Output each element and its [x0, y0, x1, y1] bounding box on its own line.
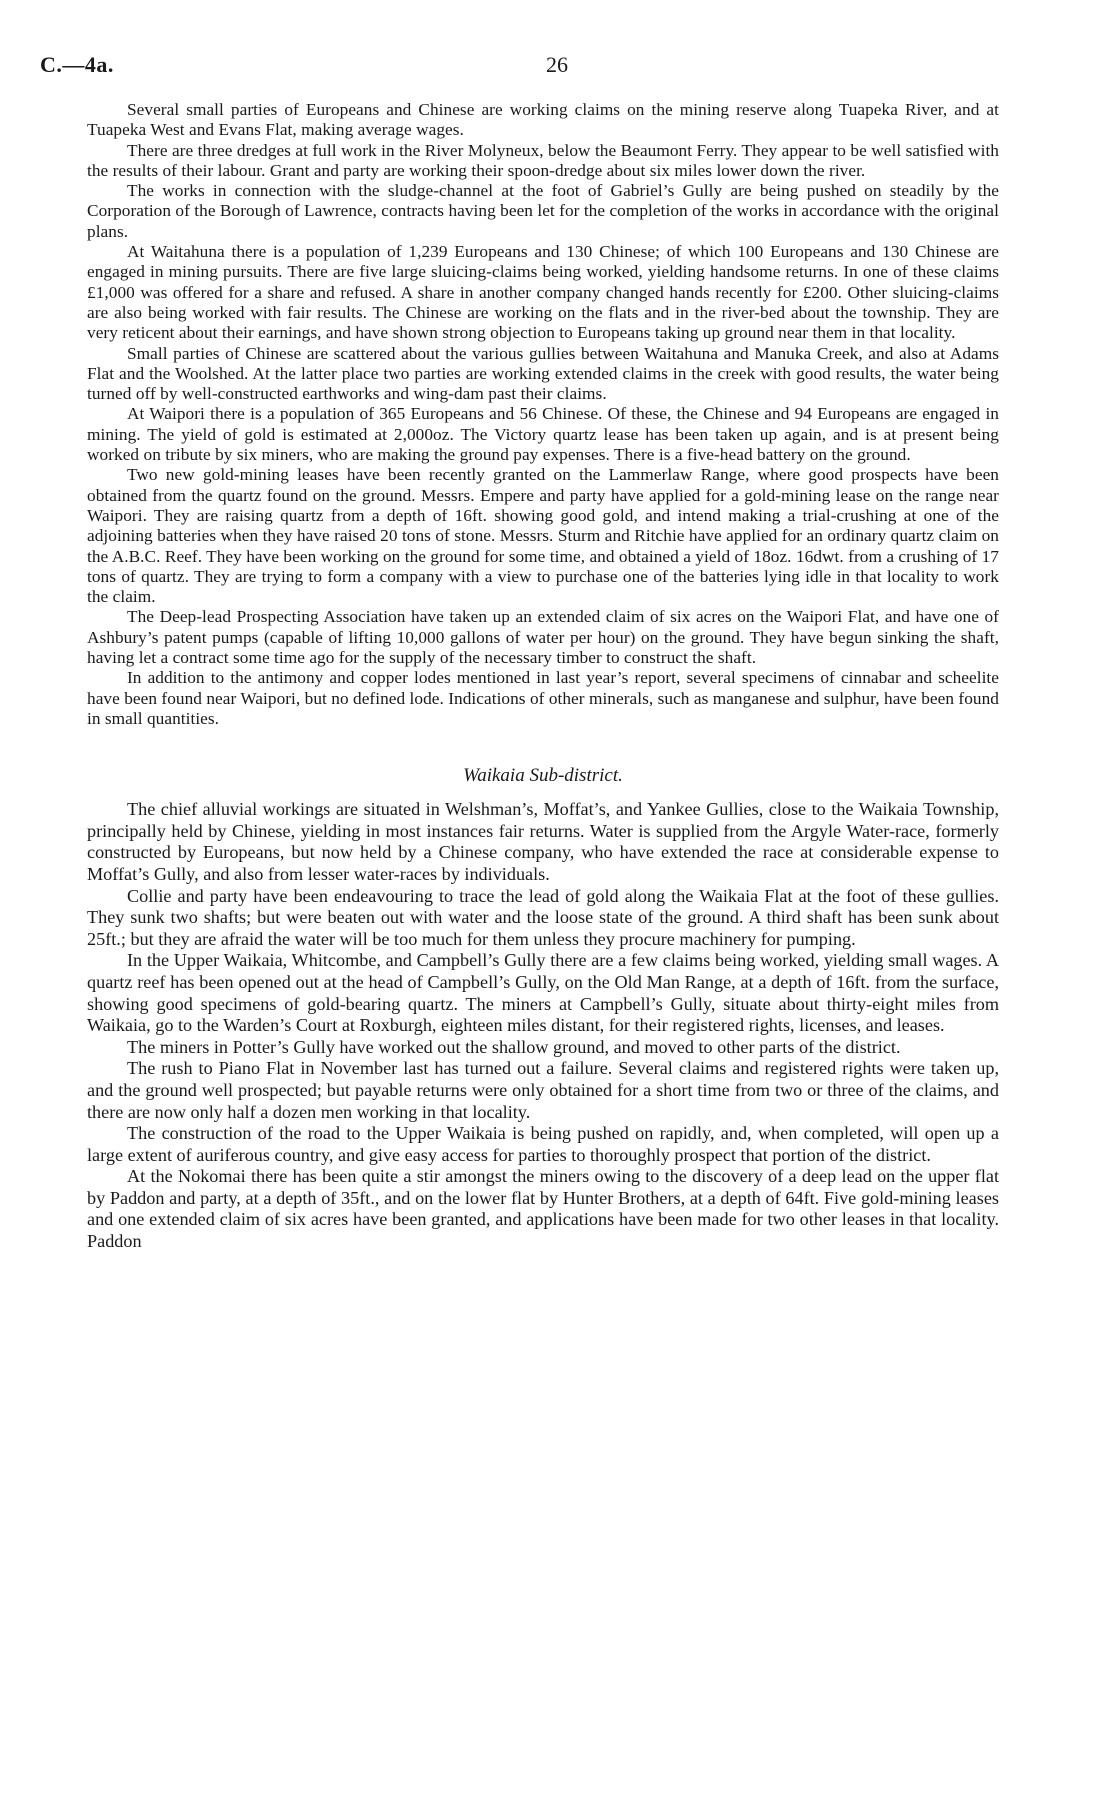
paragraph: At the Nokomai there has been quite a stir amongst the miners owing to the discovery of a deep lead on the upper flat by Paddon and party, at a depth of 35ft., and on the lower flat by Hunter Brothers, at a depth of 64ft. Five gold-mining leases and one extended claim of six acres have been granted, and applications have been made for two other leases in that locality. Paddon	[87, 1166, 999, 1252]
paragraph: At Waitahuna there is a population of 1,239 Europeans and 130 Chinese; of which 100 Europeans and 130 Chinese are engaged in mining pursuits. There are five large sluicing-claims being worked, yielding handsome returns. In one of these claims £1,000 was offered for a share and refused. A share in another company changed hands recently for £200. Other sluicing-claims are also being worked with fair results. The Chinese are working on the flats and in the river-bed about the township. They are very reticent about their earnings, and have shown strong objection to Europeans taking up ground near them in that locality.	[87, 242, 999, 343]
paragraph: Two new gold-mining leases have been recently granted on the Lammerlaw Range, where good prospects have been obtained from the quartz found on the ground. Messrs. Empere and party have applied for a gold-mining lease on the range near Waipori. They are raising quartz from a depth of 16ft. showing good gold, and intend making a trial-crushing at one of the adjoining batteries when they have raised 20 tons of stone. Messrs. Sturm and Ritchie have applied for an ordinary quartz claim on the A.B.C. Reef. They have been working on the ground for some time, and obtained a yield of 18oz. 16dwt. from a crushing of 17 tons of quartz. They are trying to form a company with a view to purchase one of the batteries lying idle in that locality to work the claim.	[87, 465, 999, 607]
section-waikaia	[87, 799, 999, 1252]
paragraph: Collie and party have been endeavouring to trace the lead of gold along the Waikaia Flat at the foot of these gullies. They sunk two shafts; but were beaten out with water and the loose state of the ground. A third shaft has been sunk about 25ft.; but they are afraid the water will be too much for them unless they procure machinery for pumping.	[87, 885, 999, 949]
paragraph: The construction of the road to the Upper Waikaia is being pushed on rapidly, and, when completed, will open up a large extent of auriferous country, and give easy access for parties to thoroughly prospect that portion of the district.	[87, 1123, 999, 1165]
paragraph: The miners in Potter’s Gully have worked out the shallow ground, and moved to other parts of the district.	[127, 1036, 901, 1057]
paragraph: At Waipori there is a population of 365 Europeans and 56 Chinese. Of these, the Chinese and 94 Europeans are engaged in mining. The yield of gold is estimated at 2,000oz. The Victory quartz lease has been taken up again, and is at present being worked on tribute by six miners, who are making the ground pay expenses. There is a five-head battery on the ground.	[87, 404, 999, 465]
paragraph: There are three dredges at full work in the River Molyneux, below the Beaumont Ferry. They appear to be well satisfied with the results of their labour. Grant and party are working their spoon-dredge about six miles lower down the river.	[87, 140, 999, 180]
page-header	[40, 52, 1074, 82]
page-number: 26	[546, 52, 568, 77]
paragraph: In the Upper Waikaia, Whitcombe, and Campbell’s Gully there are a few claims being worked, yielding small wages. A quartz reef has been opened out at the head of Campbell’s Gully, on the Old Man Range, at a depth of 16ft. from the surface, showing good specimens of gold-bearing quartz. The miners at Campbell’s Gully, situate about thirty-eight miles from Waikaia, go to the Warden’s Court at Roxburgh, eighteen miles distant, for their registered rights, licenses, and leases.	[87, 950, 999, 1036]
section-tuapeka	[87, 100, 999, 729]
paragraph: The chief alluvial workings are situated in Welshman’s, Moffat’s, and Yankee Gullies, close to the Waikaia Township, principally held by Chinese, yielding in most instances fair returns. Water is supplied from the Argyle Water-race, formerly constructed by Europeans, but now held by a Chinese company, who have extended the race at considerable expense to Moffat’s Gully, and also from lesser water-races by individuals.	[87, 799, 999, 884]
paragraph: Several small parties of Europeans and Chinese are working claims on the mining reserve along Tuapeka River, and at Tuapeka West and Evans Flat, making average wages.	[87, 100, 999, 140]
section-heading: Waikaia Sub-district.	[463, 765, 623, 787]
paragraph: In addition to the antimony and copper lodes mentioned in last year’s report, several specimens of cinnabar and scheelite have been found near Waipori, but no defined lode. Indications of other minerals, such as manganese and sulphur, have been found in small quantities.	[87, 668, 999, 728]
document-reference: C.—4a.	[40, 52, 114, 77]
paragraph: The rush to Piano Flat in November last has turned out a failure. Several claims and registered rights were taken up, and the ground well prospected; but payable returns were only obtained for a short time from two or three of the claims, and there are now only half a dozen men working in that locality.	[87, 1058, 999, 1122]
paragraph: The Deep-lead Prospecting Association have taken up an extended claim of six acres on the Waipori Flat, and have one of Ashbury’s patent pumps (capable of lifting 10,000 gallons of water per hour) on the ground. They have begun sinking the shaft, having let a contract some time ago for the supply of the necessary timber to construct the shaft.	[87, 607, 999, 668]
page-body	[87, 100, 999, 1253]
paragraph: Small parties of Chinese are scattered about the various gullies between Waitahuna and Manuka Creek, and also at Adams Flat and the Woolshed. At the latter place two parties are working extended claims in the creek with good results, the water being turned off by well-constructed earthworks and wing-dam past their claims.	[87, 343, 999, 404]
paragraph: The works in connection with the sludge-channel at the foot of Gabriel’s Gully are being pushed on steadily by the Corporation of the Borough of Lawrence, contracts having been let for the completion of the works in accordance with the original plans.	[87, 181, 999, 241]
